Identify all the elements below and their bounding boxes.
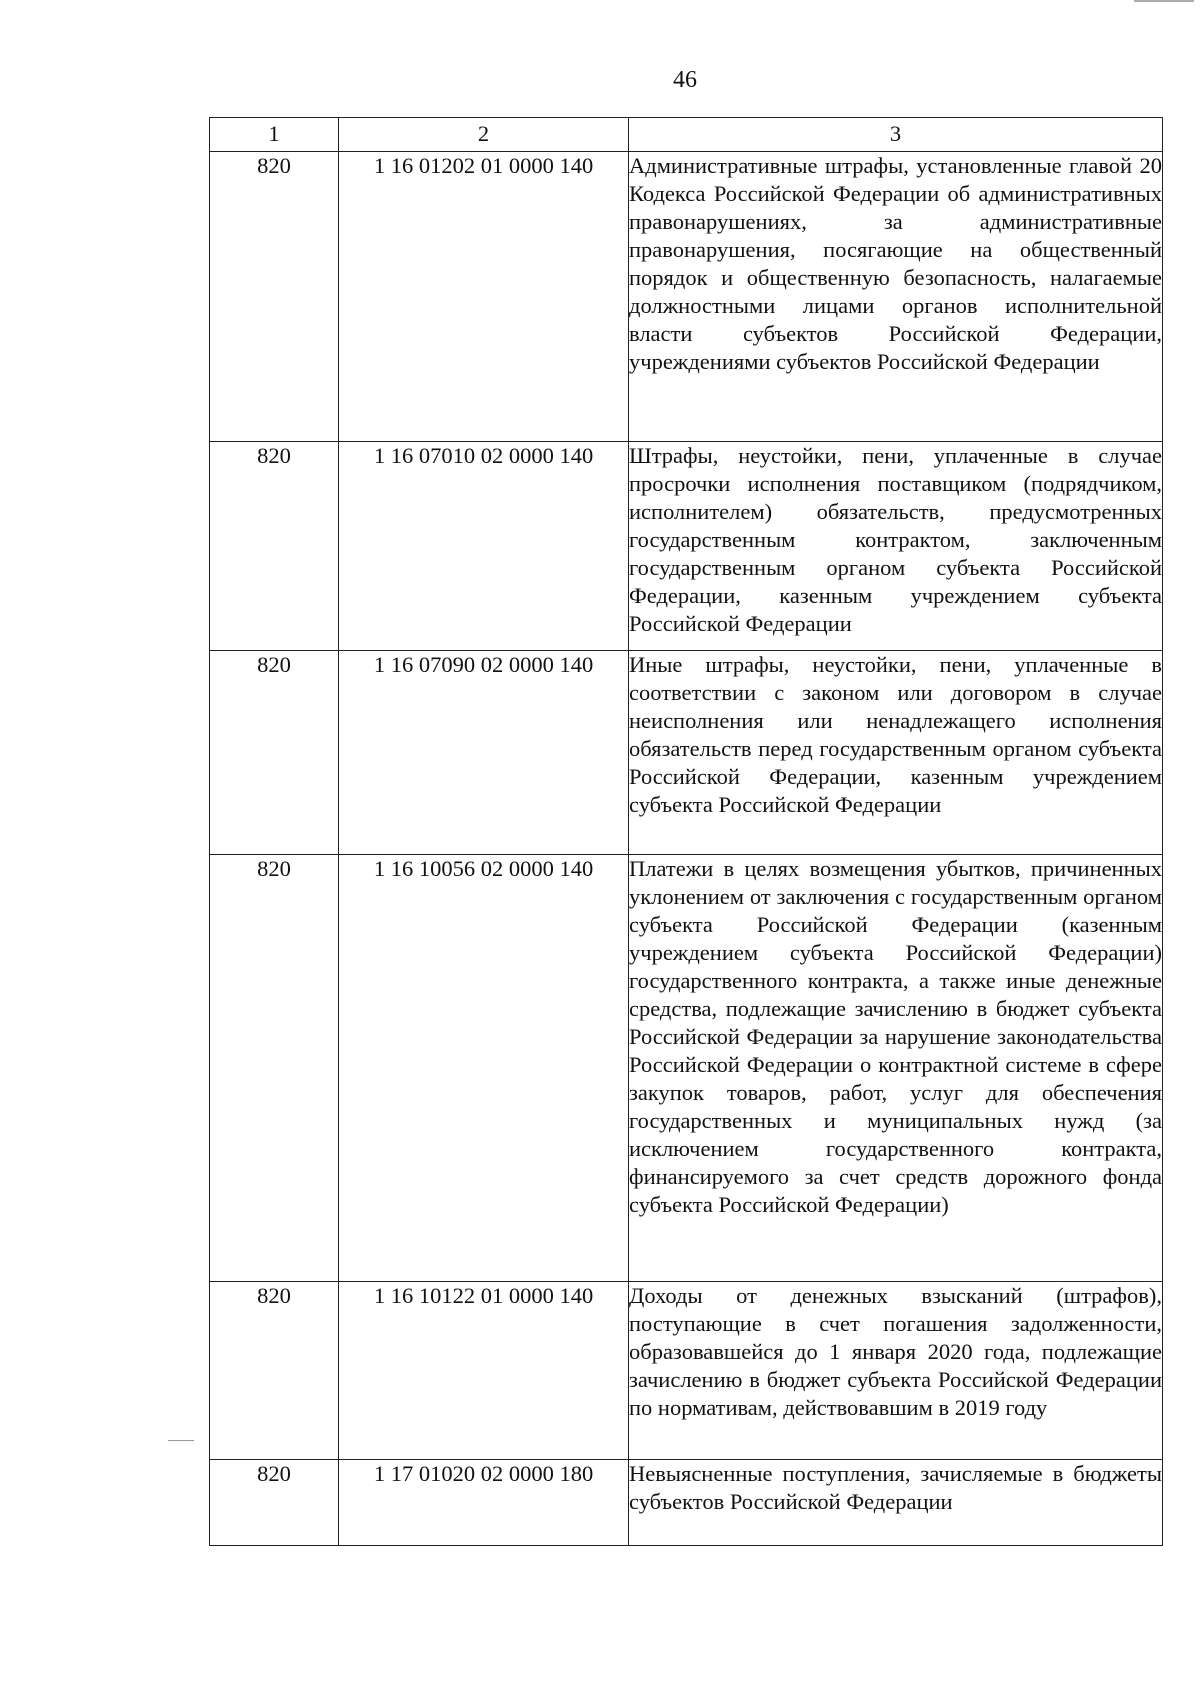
revenue-name-cell: Административные штрафы, установленные главой 20 Кодекса Российской Федерации об административных правонарушениях, за административные правонарушения, посягающие на общественный порядок и общественную безопасность, налагаемые должностными лицами органов исполнительной власти субъектов Российской Федерации, учреждениями субъектов Российской Федерации bbox=[629, 152, 1163, 442]
admin-code-cell: 820 bbox=[210, 442, 339, 651]
header-col-1: 1 bbox=[210, 118, 339, 152]
table-row bbox=[210, 1460, 1163, 1546]
revenue-code-cell: 1 16 07090 02 0000 140 bbox=[339, 651, 629, 855]
table-row bbox=[210, 442, 1163, 651]
revenue-code-cell: 1 17 01020 02 0000 180 bbox=[339, 1460, 629, 1546]
scan-margin-mark bbox=[168, 1440, 194, 1441]
revenue-name-cell: Штрафы, неустойки, пени, уплаченные в случае просрочки исполнения поставщиком (подрядчиком, исполнителем) обязательств, предусмотренных государственным контрактом, заключенным государственным органом субъекта Российской Федерации, казенным учреждением субъекта Российской Федерации bbox=[629, 442, 1163, 651]
header-col-2: 2 bbox=[339, 118, 629, 152]
scan-edge-mark bbox=[1134, 0, 1194, 8]
revenue-codes-table bbox=[209, 117, 1163, 1546]
admin-code-cell: 820 bbox=[210, 1282, 339, 1460]
revenue-code-cell: 1 16 10056 02 0000 140 bbox=[339, 855, 629, 1282]
revenue-name-cell: Иные штрафы, неустойки, пени, уплаченные в соответствии с законом или договором в случае неисполнения или ненадлежащего исполнения обязательств перед государственным органом субъекта Российской Федерации, казенным учреждением субъекта Российской Федерации bbox=[629, 651, 1163, 855]
admin-code-cell: 820 bbox=[210, 152, 339, 442]
revenue-name-cell: Невыясненные поступления, зачисляемые в бюджеты субъектов Российской Федерации bbox=[629, 1460, 1163, 1546]
revenue-name-cell: Доходы от денежных взысканий (штрафов), поступающие в счет погашения задолженности, образовавшейся до 1 января 2020 года, подлежащие зачислению в бюджет субъекта Российской Федерации по нормативам, действовавшим в 2019 году bbox=[629, 1282, 1163, 1460]
header-col-3: 3 bbox=[629, 118, 1163, 152]
table-row bbox=[210, 152, 1163, 442]
admin-code-cell: 820 bbox=[210, 1460, 339, 1546]
revenue-code-cell: 1 16 01202 01 0000 140 bbox=[339, 152, 629, 442]
revenue-name-cell: Платежи в целях возмещения убытков, причиненных уклонением от заключения с государственным органом субъекта Российской Федерации (казенным учреждением субъекта Российской Федерации) государственного контракта, а также иные денежные средства, подлежащие зачислению в бюджет субъекта Российской Федерации за нарушение законодательства Российской Федерации о контрактной системе в сфере закупок товаров, работ, услуг для обеспечения государственных и муниципальных нужд (за исключением государственного контракта, финансируемого за счет средств дорожного фонда субъекта Российской Федерации) bbox=[629, 855, 1163, 1282]
table-row bbox=[210, 651, 1163, 855]
page-number: 46 bbox=[673, 67, 697, 93]
admin-code-cell: 820 bbox=[210, 651, 339, 855]
table-row bbox=[210, 1282, 1163, 1460]
revenue-code-cell: 1 16 10122 01 0000 140 bbox=[339, 1282, 629, 1460]
table-header-row bbox=[210, 118, 1163, 152]
revenue-code-cell: 1 16 07010 02 0000 140 bbox=[339, 442, 629, 651]
admin-code-cell: 820 bbox=[210, 855, 339, 1282]
table-row bbox=[210, 855, 1163, 1282]
